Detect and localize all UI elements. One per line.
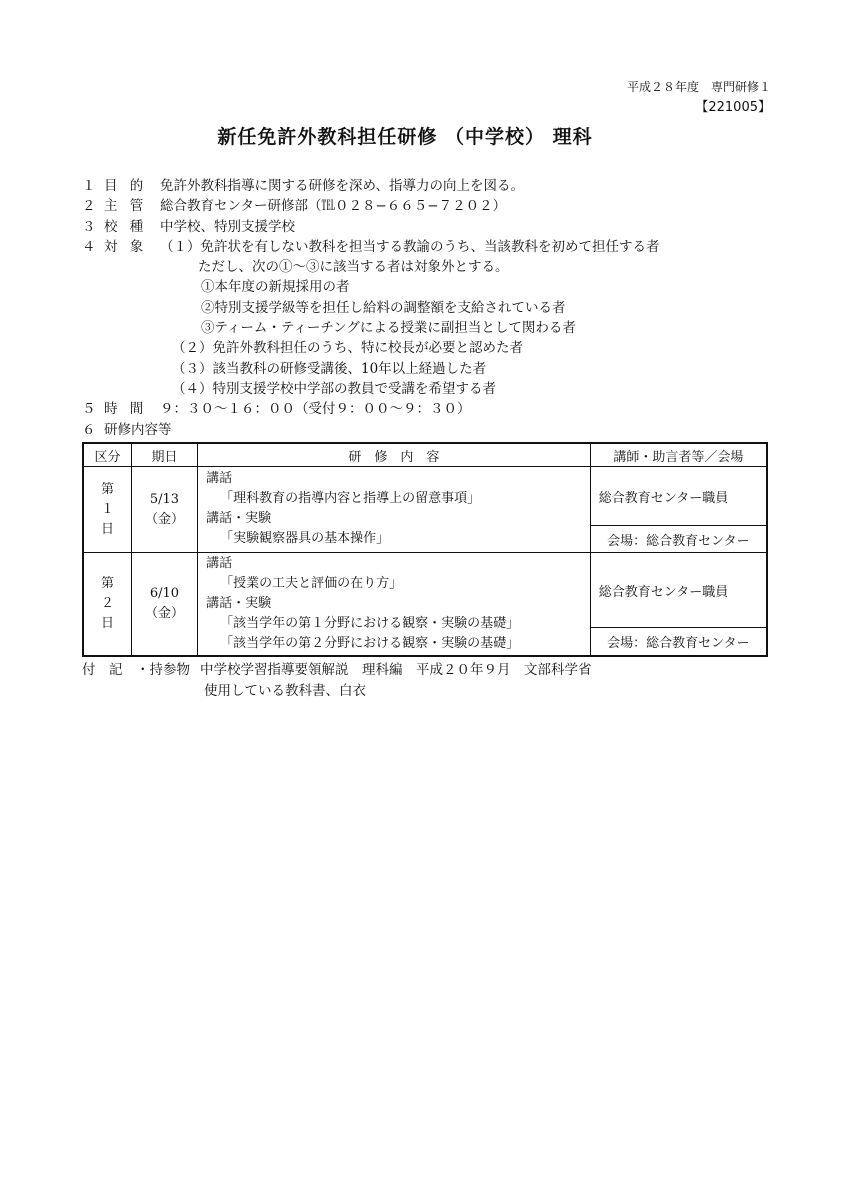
target-item-4: （４）特別支援学校中学部の教員で受講を希望する者 [172, 380, 496, 397]
content-line: 「該当学年の第１分野における観察・実験の基礎」 [220, 616, 520, 631]
target-exclusion-2: ②特別支援学級等を担任し給料の調整額を支給されている者 [201, 299, 566, 316]
date-value: 5/13 [149, 491, 180, 507]
item-text: 免許外教科指導に関する研修を深め、指導力の向上を図る。 [160, 178, 524, 194]
schedule-table [82, 442, 768, 657]
item-organizer [82, 196, 772, 216]
footnote-line-2: 使用している教科書、白衣 [204, 683, 366, 699]
item-label: 主 管 [104, 198, 148, 215]
table-header-row [83, 443, 767, 467]
target-item-2: （２）免許外教科担任のうち、特に校長が必要と認めた者 [172, 340, 523, 357]
item-number: ４ [82, 238, 96, 255]
day-number: ２ [100, 596, 114, 611]
item-number: ６ [82, 421, 96, 438]
item-content [82, 420, 772, 440]
presenter-cell: 総合教育センター職員 [590, 553, 767, 628]
day-char: 第 [100, 576, 114, 591]
table-row [83, 467, 767, 526]
content-line: 講話・実験 [206, 511, 272, 526]
weekday: （金） [144, 606, 184, 621]
item-label: 目 的 [104, 178, 148, 194]
header-content: 研 修 内 容 [198, 443, 591, 467]
item-text: 総合教育センター研修部（℡０２８−６６５−７２０２） [160, 198, 507, 215]
item-purpose [82, 176, 772, 196]
target-exclusion-1: ①本年度の新規採用の者 [201, 279, 350, 296]
date-cell [131, 467, 197, 553]
date-value: 6/10 [149, 586, 180, 601]
content-cell [198, 553, 591, 657]
footnote-text: 中学校学習指導要領解説 理科編 平成２０年９月 文部科学省 [200, 662, 592, 678]
day-char: 日 [100, 616, 114, 631]
item-time [82, 399, 772, 419]
page-title: 新任免許外教科担任研修 （中学校） 理科 [217, 126, 593, 148]
target-exclusion-3: ③ティーム・ティーチングによる授業に副担当として関わる者 [201, 320, 576, 337]
course-code: 【221005】 [695, 100, 771, 115]
item-number: ２ [82, 198, 96, 215]
content-line: 「該当学年の第２分野における観察・実験の基礎」 [220, 636, 520, 651]
header-category: 区分 [83, 443, 131, 467]
table-row [83, 553, 767, 628]
item-text: ９：３０〜１６：００（受付９：００〜９：３０） [160, 401, 471, 418]
item-number: １ [82, 178, 96, 194]
item-text: （１）免許状を有しない教科を担当する教諭のうち、当該教科を初めて担任する者 [160, 238, 660, 255]
venue-cell: 会場：総合教育センター [590, 628, 767, 656]
content-line: 講話・実験 [206, 596, 272, 611]
target-note: ただし、次の①〜③に該当する者は対象外とする。 [198, 259, 509, 276]
day-cell [83, 553, 131, 657]
day-number: １ [100, 501, 114, 517]
item-label: 対 象 [104, 238, 148, 255]
content-line: 「実験観察器具の基本操作」 [220, 531, 390, 546]
year-course-label: 平成２８年度 専門研修１ [626, 80, 771, 94]
content-cell [198, 467, 591, 553]
footnote [82, 660, 592, 702]
footnote-label: 付 記 ・持参物 [82, 662, 190, 678]
day-char: 日 [100, 521, 114, 537]
header-lecturer-venue: 講師・助言者等／会場 [590, 443, 767, 467]
content-line: 講話 [206, 556, 233, 571]
content-line: 講話 [206, 471, 233, 486]
item-text: 中学校、特別支援学校 [160, 218, 295, 235]
day-cell [83, 467, 131, 553]
venue-cell: 会場：総合教育センター [590, 526, 767, 553]
date-cell [131, 553, 197, 657]
item-number: ３ [82, 218, 96, 235]
content-line: 「理科教育の指導内容と指導上の留意事項」 [220, 491, 481, 506]
presenter-cell: 総合教育センター職員 [590, 467, 767, 526]
content-line: 「授業の工夫と評価の在り方」 [220, 576, 403, 591]
target-item-3: （３）該当教科の研修受講後、10年以上経過した者 [172, 360, 487, 377]
item-number: ５ [82, 401, 96, 418]
item-school-type [82, 217, 772, 237]
weekday: （金） [144, 511, 184, 527]
item-label: 時 間 [104, 401, 148, 418]
item-label: 校 種 [104, 218, 148, 235]
day-char: 第 [100, 481, 114, 497]
item-text: 研修内容等 [104, 421, 172, 438]
footnote-line-1 [82, 660, 592, 681]
header-date: 期日 [131, 443, 197, 467]
overview-section [82, 176, 772, 440]
item-target [82, 237, 772, 257]
